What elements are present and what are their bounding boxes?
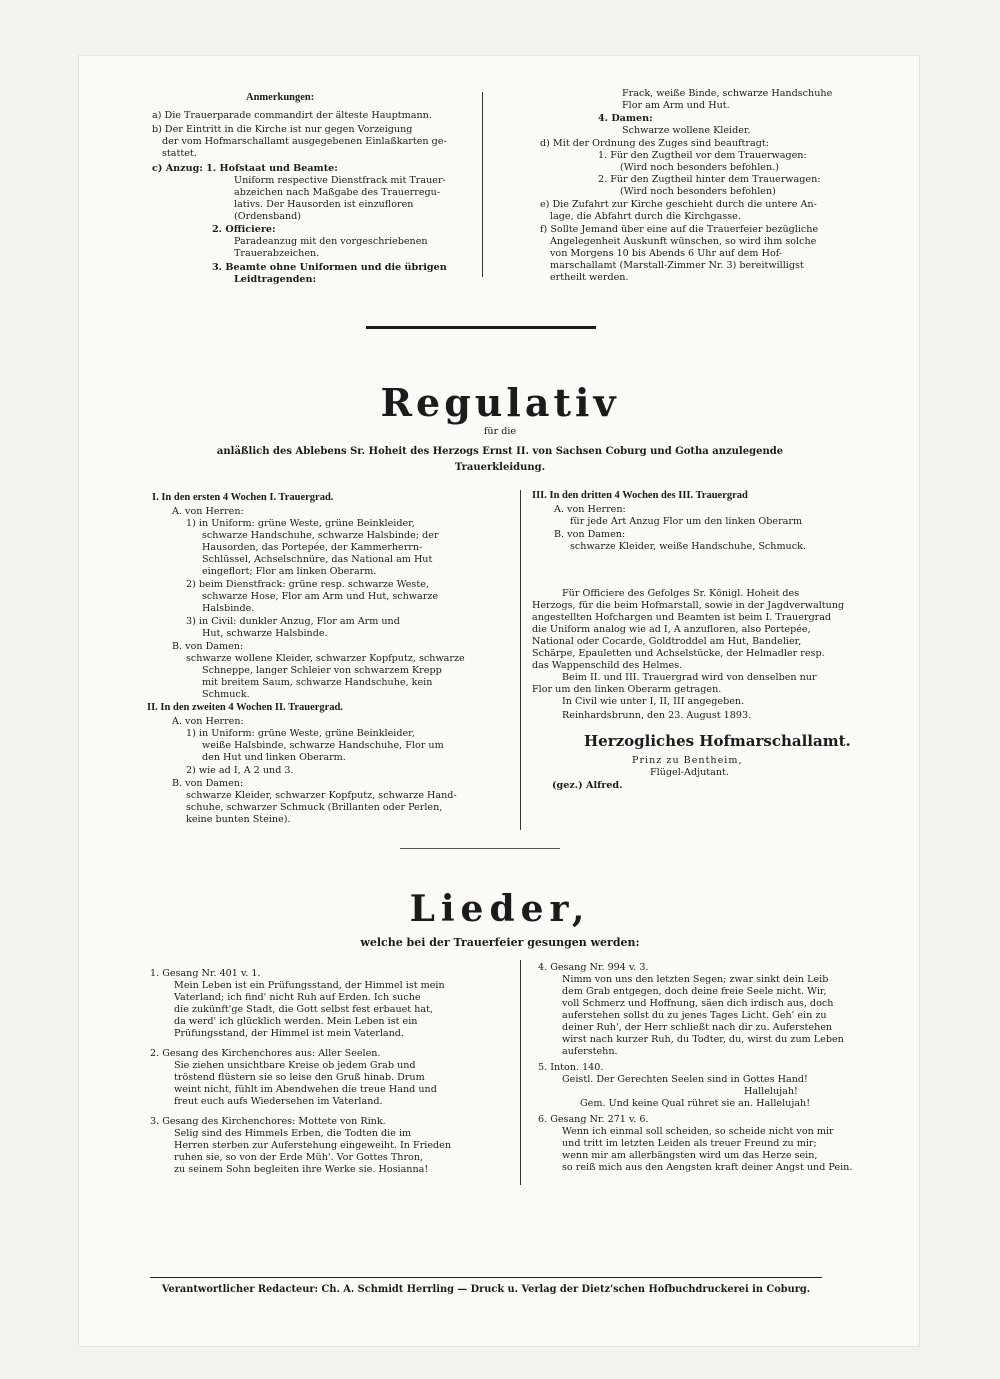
grade-1-women: B. von Damen: — [172, 641, 244, 652]
song-line: wenn mir am allerbängsten wird um das Herze sein, — [562, 1150, 818, 1161]
grade-3-men: A. von Herren: — [554, 504, 626, 515]
note-c3-cont1: Frack, weiße Binde, schwarze Handschuhe — [622, 88, 833, 99]
g1-line: Schneppe, langer Schleier von schwarzem Krepp — [202, 665, 442, 676]
song-line: auferstehen sollst du zu jenes Tages Licht. Geh' ein zu — [562, 1010, 827, 1021]
song-line: wirst nach kurzer Ruh, du Todter, du, wirst du zum Leben — [562, 1034, 844, 1045]
officers-line: Schärpe, Epauletten und Achselstücke, der Helmadler resp. — [532, 648, 825, 659]
g1-line: Hut, schwarze Halsbinde. — [202, 628, 328, 639]
regulativ-title: Regulativ — [380, 380, 620, 425]
note-d2-line: (Wird noch besonders befohlen) — [620, 186, 776, 197]
g2-line: schuhe, schwarzer Schmuck (Brillanten oder Perlen, — [186, 802, 443, 813]
g2-line: 2) wie ad I, A 2 und 3. — [186, 765, 294, 776]
lieder-title: Lieder, — [409, 888, 591, 930]
officers-line: angestellten Hofchargen und Beamten ist beim I. Trauergrad — [532, 612, 832, 623]
song-line: dem Grab entgegen, doch deine freie Seele nicht. Wir, — [562, 986, 827, 997]
note-b-line2: der vom Hofmarschallamt ausgegebenen Einlaßkarten ge- — [162, 136, 447, 147]
song-line: Prüfungsstand, der Himmel ist mein Vaterland. — [174, 1028, 405, 1039]
g2-line: weiße Halsbinde, schwarze Handschuhe, Flor um — [202, 740, 444, 751]
note-d: d) Mit der Ordnung des Zuges sind beauftragt: — [540, 138, 769, 149]
officers-line: das Wappenschild des Helmes. — [532, 660, 683, 671]
g1-line: 2) beim Dienstfrack: grüne resp. schwarze Weste, — [186, 579, 429, 590]
note-c2-line2: Trauerabzeichen. — [234, 248, 320, 259]
officers-line: Herzogs, für die beim Hofmarstall, sowie in der Jagdverwaltung — [532, 600, 845, 611]
song-4: 4. Gesang Nr. 994 v. 3. — [538, 962, 649, 973]
song-line: deiner Ruh', der Herr schließt nach dir zu. Auferstehen — [562, 1022, 833, 1033]
g1-line: Halsbinde. — [202, 603, 255, 614]
song-line: Geistl. Der Gerechten Seelen sind in Gottes Hand! — [562, 1074, 808, 1085]
section-rule — [366, 326, 596, 329]
song-line: Wenn ich einmal soll scheiden, so scheide nicht von mir — [562, 1126, 834, 1137]
grade-2-women: B. von Damen: — [172, 778, 244, 789]
g3-line: für jede Art Anzug Flor um den linken Oberarm — [570, 516, 803, 527]
g1-line: Schmuck. — [202, 689, 250, 700]
note-a: a) Die Trauerparade commandirt der älteste Hauptmann. — [152, 110, 432, 121]
regulativ-sub1: für die — [483, 426, 517, 437]
song-line: Mein Leben ist ein Prüfungsstand, der Himmel ist mein — [174, 980, 445, 991]
note-e-line2: lage, die Abfahrt durch die Kirchgasse. — [550, 211, 741, 222]
signer-name: Prinz zu Bentheim, — [632, 755, 743, 766]
note-c2: 2. Officiere: — [212, 224, 276, 235]
note-f-line4: marschallamt (Marstall-Zimmer Nr. 3) bereitwilligst — [550, 260, 804, 271]
column-divider — [482, 92, 483, 277]
g2-line: keine bunten Steine). — [186, 814, 291, 825]
note-e: e) Die Zufahrt zur Kirche geschieht durch die untere An- — [540, 199, 817, 210]
regulativ-sub3: Trauerkleidung. — [454, 462, 546, 473]
g2-line: den Hut und linken Oberarm. — [202, 752, 346, 763]
grade-2-heading: II. In den zweiten 4 Wochen II. Trauergrad. — [147, 702, 344, 713]
printer-imprint: Verantwortlicher Redacteur: Ch. A. Schmidt Herrling — Druck u. Verlag der Dietz'schen Hofbuchdruckerei in Coburg. — [161, 1284, 811, 1295]
regulativ-divider — [520, 490, 521, 830]
note-c3-cont2: Flor am Arm und Hut. — [622, 100, 730, 111]
signer-title: Flügel-Adjutant. — [650, 767, 729, 778]
note-f: f) Sollte Jemand über eine auf die Trauerfeier bezügliche — [540, 224, 819, 235]
song-line: Vaterland; ich find' nicht Ruh auf Erden. Ich suche — [174, 992, 421, 1003]
regulativ-sub2: anläßlich des Ablebens Sr. Hoheit des Herzogs Ernst II. von Sachsen Coburg und Gotha anzulegende — [216, 446, 784, 457]
grade-1-men: A. von Herren: — [172, 506, 244, 517]
g1-line: eingeflort; Flor am linken Oberarm. — [202, 566, 377, 577]
note-d2: 2. Für den Zugtheil hinter dem Trauerwagen: — [598, 174, 821, 185]
note-c1-line4: (Ordensband) — [234, 211, 302, 222]
song-line: die zukünft'ge Stadt, die Gott selbst fest erbauet hat, — [174, 1004, 434, 1015]
note-c3: 3. Beamte ohne Uniformen und die übrigen — [212, 262, 447, 273]
song-line: freut euch aufs Wiedersehen im Vaterland. — [174, 1096, 383, 1107]
note-b: b) Der Eintritt in die Kirche ist nur gegen Vorzeigung — [152, 124, 413, 135]
note-f-line5: ertheilt werden. — [550, 272, 629, 283]
note-b-line3: stattet. — [162, 148, 197, 159]
note-c1-line2: abzeichen nach Maßgabe des Trauerregu- — [234, 187, 441, 198]
song-line: auferstehn. — [562, 1046, 618, 1057]
g1-line: schwarze Hose, Flor am Arm und Hut, schwarze — [202, 591, 439, 602]
g2-line: schwarze Kleider, schwarzer Kopfputz, schwarze Hand- — [186, 790, 457, 801]
song-line: Herren sterben zur Auferstehung eingeweiht. In Frieden — [174, 1140, 452, 1151]
note-c1-line3: lativs. Der Hausorden ist einzufloren — [234, 199, 414, 210]
grade-3-women: B. von Damen: — [554, 529, 626, 540]
note-c: c) Anzug: 1. Hofstaat und Beamte: — [152, 163, 338, 174]
song-line: so reiß mich aus den Aengsten kraft deiner Angst und Pein. — [562, 1162, 853, 1173]
g2-line: 1) in Uniform: grüne Weste, grüne Beinkleider, — [186, 728, 415, 739]
officers-line: In Civil wie unter I, II, III angegeben. — [562, 696, 745, 707]
g3-line: schwarze Kleider, weiße Handschuhe, Schmuck. — [570, 541, 806, 552]
lieder-divider — [520, 960, 521, 1185]
note-f-line2: Angelegenheit Auskunft wünschen, so wird ihm solche — [550, 236, 817, 247]
song-line: Nimm von uns den letzten Segen; zwar sinkt dein Leib — [562, 974, 829, 985]
song-line: tröstend flüstern sie so leise den Gruß hinab. Drum — [174, 1072, 425, 1083]
g1-line: schwarze wollene Kleider, schwarzer Kopfputz, schwarze — [186, 653, 465, 664]
song-line: Sie ziehen unsichtbare Kreise ob jedem Grab und — [174, 1060, 416, 1071]
song-line: ruhen sie, so von der Erde Müh'. Vor Gottes Thron, — [174, 1152, 424, 1163]
song-line: Selig sind des Himmels Erben, die Todten die im — [174, 1128, 412, 1139]
song-6: 6. Gesang Nr. 271 v. 6. — [538, 1114, 649, 1125]
g1-line: 1) in Uniform: grüne Weste, grüne Beinkleider, — [186, 518, 415, 529]
note-c1-line1: Uniform respective Dienstfrack mit Trauer- — [234, 175, 446, 186]
note-c3-line2: Leidtragenden: — [234, 274, 317, 285]
g1-line: Hausorden, das Portepée, der Kammerherrn- — [202, 542, 423, 553]
lieder-subtitle: welche bei der Trauerfeier gesungen werden: — [360, 936, 640, 949]
note-d1-line: (Wird noch besonders befohlen.) — [620, 162, 779, 173]
note-c4: 4. Damen: — [598, 113, 653, 124]
annotations-title: Anmerkungen: — [246, 92, 315, 103]
song-line: Gem. Und keine Qual rühret sie an. Hallelujah! — [580, 1098, 811, 1109]
song-line: da werd' ich glücklich werden. Mein Leben ist ein — [174, 1016, 418, 1027]
song-line: weint nicht, fühlt im Abendwehen die treue Hand und — [174, 1084, 437, 1095]
signed-by: (gez.) Alfred. — [552, 780, 623, 791]
place-date: Reinhardsbrunn, den 23. August 1893. — [562, 710, 752, 721]
g1-line: 3) in Civil: dunkler Anzug, Flor am Arm und — [186, 616, 400, 627]
song-5: 5. Inton. 140. — [538, 1062, 604, 1073]
grade-2-men: A. von Herren: — [172, 716, 244, 727]
officers-para: Für Officiere des Gefolges Sr. Königl. Hoheit des — [562, 588, 800, 599]
officers-line: Beim II. und III. Trauergrad wird von denselben nur — [562, 672, 817, 683]
ornament-rule — [400, 848, 560, 849]
grade-1-heading: I. In den ersten 4 Wochen I. Trauergrad. — [152, 492, 334, 503]
officers-line: Flor um den linken Oberarm getragen. — [532, 684, 722, 695]
note-c2-line1: Paradeanzug mit den vorgeschriebenen — [234, 236, 428, 247]
song-line: Hallelujah! — [744, 1086, 798, 1097]
song-1: 1. Gesang Nr. 401 v. 1. — [150, 968, 261, 979]
song-2: 2. Gesang des Kirchenchores aus: Aller Seelen. — [150, 1048, 381, 1059]
office-name: Herzogliches Hofmarschallamt. — [584, 732, 851, 750]
officers-line: die Uniform analog wie ad I, A anzufloren, also Portepée, — [532, 624, 811, 635]
note-c4-line: Schwarze wollene Kleider. — [622, 125, 751, 136]
footer-rule — [150, 1277, 822, 1278]
officers-line: National oder Cocarde, Goldtroddel am Hut, Bandelier, — [532, 636, 802, 647]
note-d1: 1. Für den Zugtheil vor dem Trauerwagen: — [598, 150, 807, 161]
g1-line: mit breitem Saum, schwarze Handschuhe, kein — [202, 677, 433, 688]
g1-line: Schlüssel, Achselschnüre, das National am Hut — [202, 554, 433, 565]
g1-line: schwarze Handschuhe, schwarze Halsbinde; der — [202, 530, 439, 541]
song-3: 3. Gesang des Kirchenchores: Mottete von Rink. — [150, 1116, 386, 1127]
song-line: und tritt im letzten Leiden als treuer Freund zu mir; — [562, 1138, 817, 1149]
song-line: voll Schmerz und Hoffnung, säen dich irdisch aus, doch — [562, 998, 834, 1009]
song-line: zu seinem Sohn begleiten ihre Werke sie. Hosianna! — [174, 1164, 429, 1175]
note-f-line3: von Morgens 10 bis Abends 6 Uhr auf dem Hof- — [550, 248, 783, 259]
grade-3-heading: III. In den dritten 4 Wochen des III. Trauergrad — [532, 490, 748, 501]
